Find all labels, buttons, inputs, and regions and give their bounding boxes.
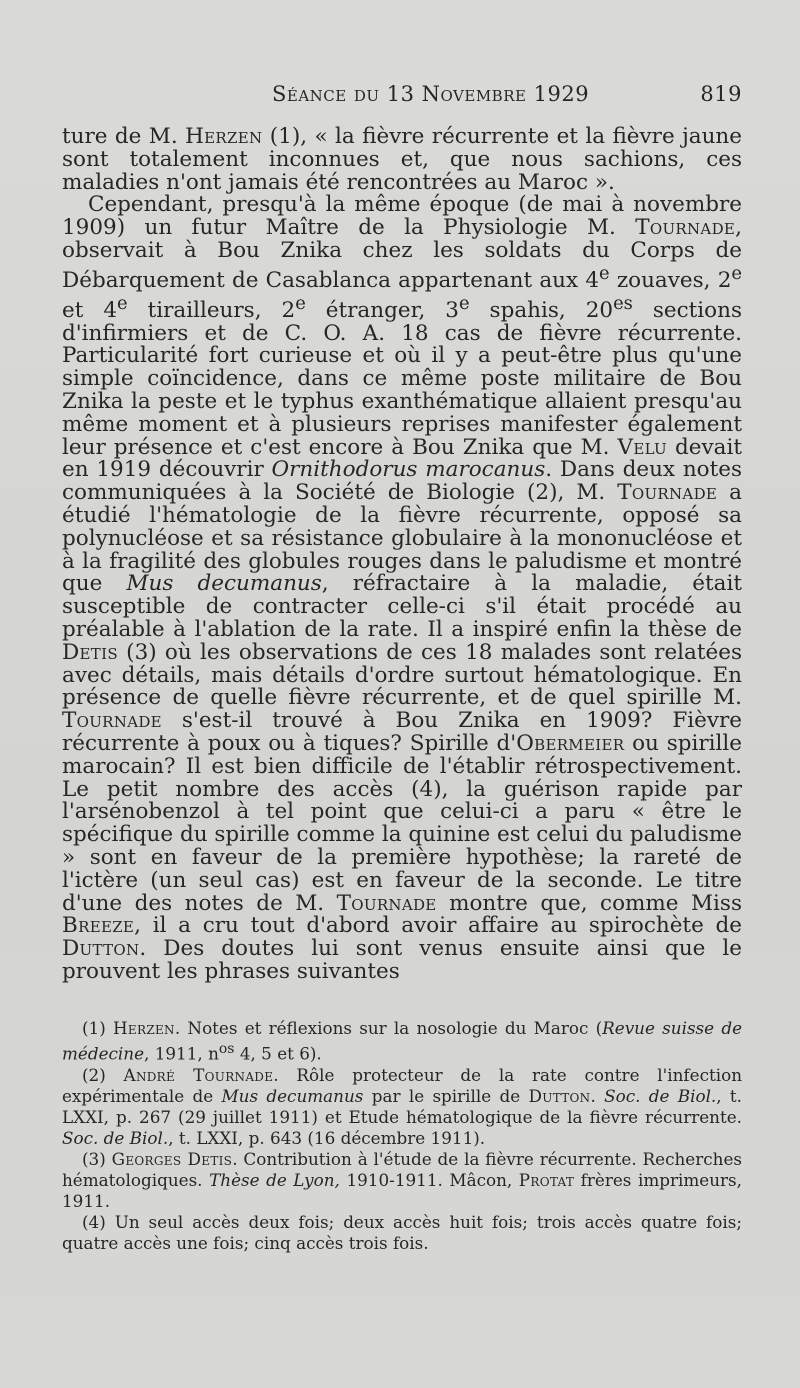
author-name: Tournade bbox=[336, 890, 437, 916]
running-head: Séance du 13 Novembre 1929 bbox=[272, 82, 590, 106]
species-name: Mus decumanus bbox=[126, 571, 322, 597]
author-name: Obermeier bbox=[516, 731, 625, 757]
journal-title: Soc. de Biol. bbox=[62, 1127, 169, 1148]
author-name: Tournade bbox=[617, 480, 718, 506]
page-number: 819 bbox=[700, 82, 742, 106]
footnote: (3) Georges Detis. Contribution à l'étude de la fièvre récurrente. Recherches hématologiques. Thèse de Lyon, 1910-1911. Mâcon, Protat frères imprimeurs, 1911. bbox=[62, 1148, 742, 1211]
footnotes bbox=[62, 1018, 742, 1254]
footnote: (2) André Tournade. Rôle protecteur de la rate contre l'infection expérimentale de Mus decumanus par le spirille de Dutton. Soc. de Biol., t. LXXI, p. 267 (29 juillet 1911) et Etude hématologique de la fièvre récurrente. Soc. de Biol., t. LXXI, p. 643 (16 décembre 1911). bbox=[62, 1064, 743, 1148]
footnote: (4) Un seul accès deux fois; deux accès huit fois; trois accès quatre fois; quatre accès une fois; cinq accès trois fois. bbox=[62, 1211, 742, 1253]
author-name: Tournade bbox=[62, 708, 162, 734]
author-name: Georges Detis bbox=[111, 1148, 233, 1169]
species-name: Mus decumanus bbox=[221, 1085, 364, 1106]
author-name: Detis bbox=[62, 639, 118, 665]
paragraph: Cependant, presqu'à la même époque (de mai à novembre 1909) un futur Maître de la Physiologie M. Tournade, observait à Bou Znika chez les soldats du Corps de Débarquement de Casablanca appartenant aux 4e zouaves, 2e et 4e tirailleurs, 2e étranger, 3e spahis, $20^{es}$ sections d'infirmiers et de C. O. A. 18 cas de fièvre récurrente. Particularité fort curieuse et où il y a peut-être plus qu'une simple coïncidence, dans ce même poste militaire de Bou Znika la peste et le typhus exanthématique allaient presqu'au même moment et à plusieurs reprises manifester également leur présence et c'est encore à Bou Znika que M. Velu devait en 1919 découvrir Ornithodorus marocanus. Dans deux notes communiquées à la Société de Biologie (2), M. Tournade a étudié l'hématologie de la fièvre récurrente, opposé sa polynucléose et sa résistance globulaire à la mononucléose et à la fragilité des globules rouges dans le paludisme et montré que Mus decumanus, réfractaire à la maladie, était susceptible de contracter celle-ci s'il était procédé au préalable à l'ablation de la rate. Il a inspiré enfin la thèse de Detis (3) où les observations de ces 18 malades sont relatées avec détails, mais détails d'ordre surtout hématologique. En présence de quelle fièvre récurrente, et de quel spirille M. Tournade s'est-il trouvé à Bou Znika en 1909? Fièvre récurrente à poux ou à tiques? Spirille d'Obermeier ou spirille marocain? Il est bien difficile de l'établir rétrospectivement. Le petit nombre des accès (4), la guérison rapide par l'arsénobenzol à tel point que celui-ci a paru « être le spécifique du spirille comme la quinine est celui du paludisme » sont en faveur de la première hypothèse; la rareté de l'ictère (un seul cas) est en faveur de la seconde. Le titre d'une des notes de M. Tournade montre que, comme Miss Breeze, il a cru tout d'abord avoir affaire au spirochète de Dutton. Des doutes lui sont venus ensuite ainsi que le prouvent les phrases suivantes bbox=[62, 192, 743, 984]
author-name: Herzen bbox=[113, 1018, 175, 1038]
author-name: Tournade bbox=[635, 215, 736, 241]
species-name: Ornithodorus marocanus bbox=[271, 457, 546, 483]
publisher-name: Protat bbox=[518, 1169, 575, 1190]
journal-title: Revue suisse de médecine bbox=[62, 1018, 742, 1064]
footnote: (1) Herzen. Notes et réflexions sur la nosologie du Maroc (Revue suisse de médecine, 1911, $n^{os}$ 4, 5 et 6). bbox=[62, 1018, 742, 1064]
author-name: Velu bbox=[617, 434, 667, 460]
author-name: Breeze bbox=[62, 913, 135, 939]
author-name: Dutton bbox=[62, 936, 140, 962]
thesis-title: Thèse de Lyon, bbox=[209, 1169, 340, 1190]
paragraph: ture de M. Herzen (1), « la fièvre récurrente et la fièvre jaune sont totalement inconnues et, que nous sachions, ces maladies n'ont jamais été rencontrées au Maroc ». bbox=[62, 124, 742, 195]
journal-title: Soc. de Biol. bbox=[604, 1085, 717, 1106]
body-text bbox=[62, 126, 742, 984]
author-name: Dutton bbox=[528, 1085, 591, 1106]
page-header bbox=[62, 82, 742, 114]
author-name: Herzen bbox=[185, 124, 263, 149]
author-name: André Tournade bbox=[123, 1064, 274, 1085]
